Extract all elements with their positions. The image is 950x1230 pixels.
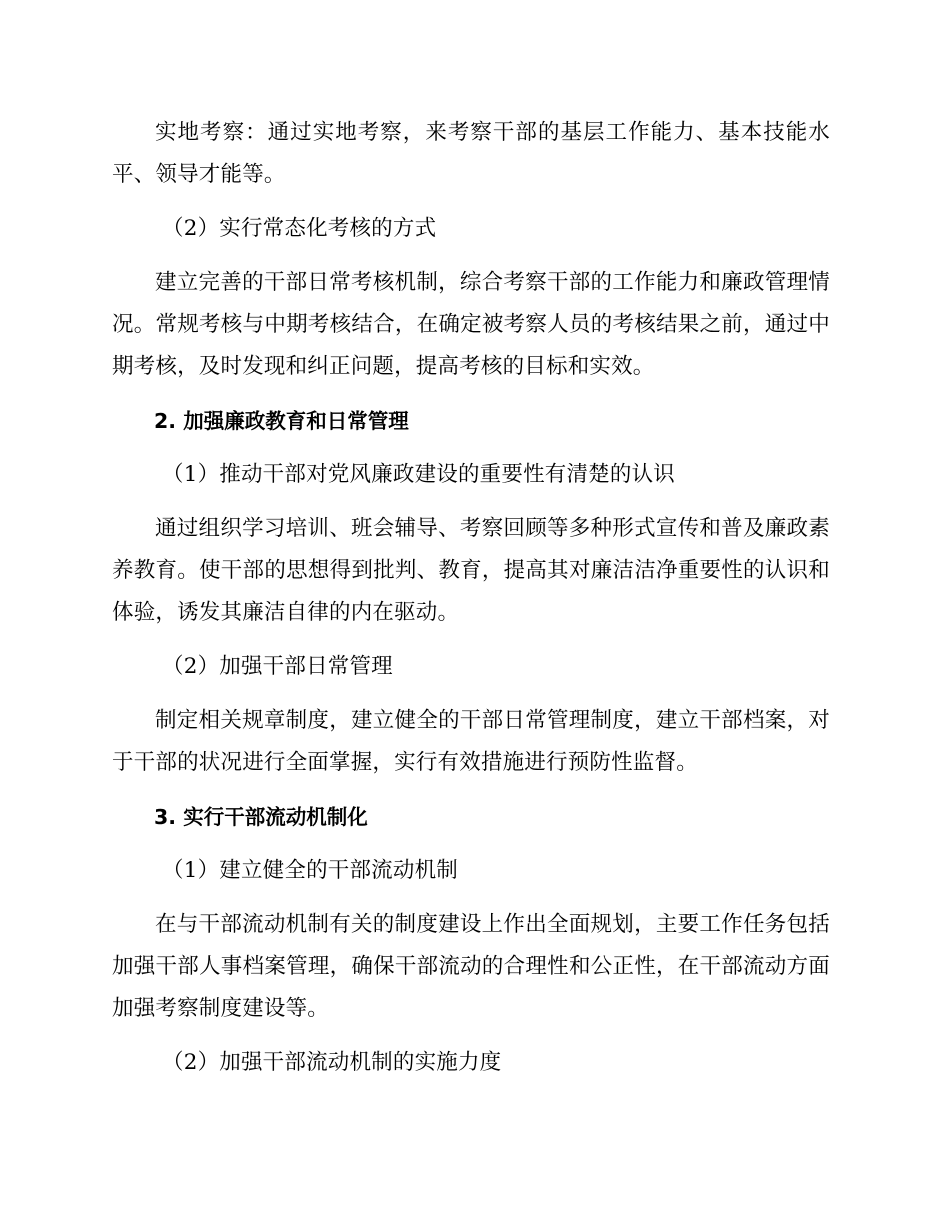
subheading-implementation: （2）加强干部流动机制的实施力度 xyxy=(162,1050,502,1075)
paragraph-field-inspection: 实地考察：通过实地考察，来考察干部的基层工作能力、基本技能水平、领导才能等。 xyxy=(112,120,830,187)
subheading-mobility-mechanism: （1）建立健全的干部流动机制 xyxy=(162,858,458,883)
paragraph-mobility-planning: 在与干部流动机制有关的制度建设上作出全面规划，主要工作任务包括加强干部人事档案管理，确保干部流动的合理性和公正性，在干部流动方面加强考察制度建设等。 xyxy=(112,912,830,1021)
paragraph-daily-assessment: 建立完善的干部日常考核机制，综合考察干部的工作能力和廉政管理情况。常规考核与中期考核结合，在确定被考察人员的考核结果之前，通过中期考核，及时发现和纠正问题，提高考核的目标和实效。 xyxy=(112,270,830,379)
paragraph-management-system: 制定相关规章制度，建立健全的干部日常管理制度，建立干部档案，对于干部的状况进行全面掌握，实行有效措施进行预防性监督。 xyxy=(112,708,830,775)
subheading-daily-management: （2）加强干部日常管理 xyxy=(162,654,393,679)
document-body xyxy=(112,112,830,1096)
paragraph-education-methods: 通过组织学习培训、班会辅导、考察回顾等多种形式宣传和普及廉政素养教育。使干部的思想得到批判、教育，提高其对廉洁洁净重要性的认识和体验，诱发其廉洁自律的内在驱动。 xyxy=(112,516,830,625)
subheading-regular-assessment: （2）实行常态化考核的方式 xyxy=(162,216,437,241)
section-heading-integrity-education: 2. 加强廉政教育和日常管理 xyxy=(154,409,409,433)
subheading-awareness: （1）推动干部对党风廉政建设的重要性有清楚的认识 xyxy=(162,462,675,487)
section-heading-cadre-mobility: 3. 实行干部流动机制化 xyxy=(154,805,368,829)
